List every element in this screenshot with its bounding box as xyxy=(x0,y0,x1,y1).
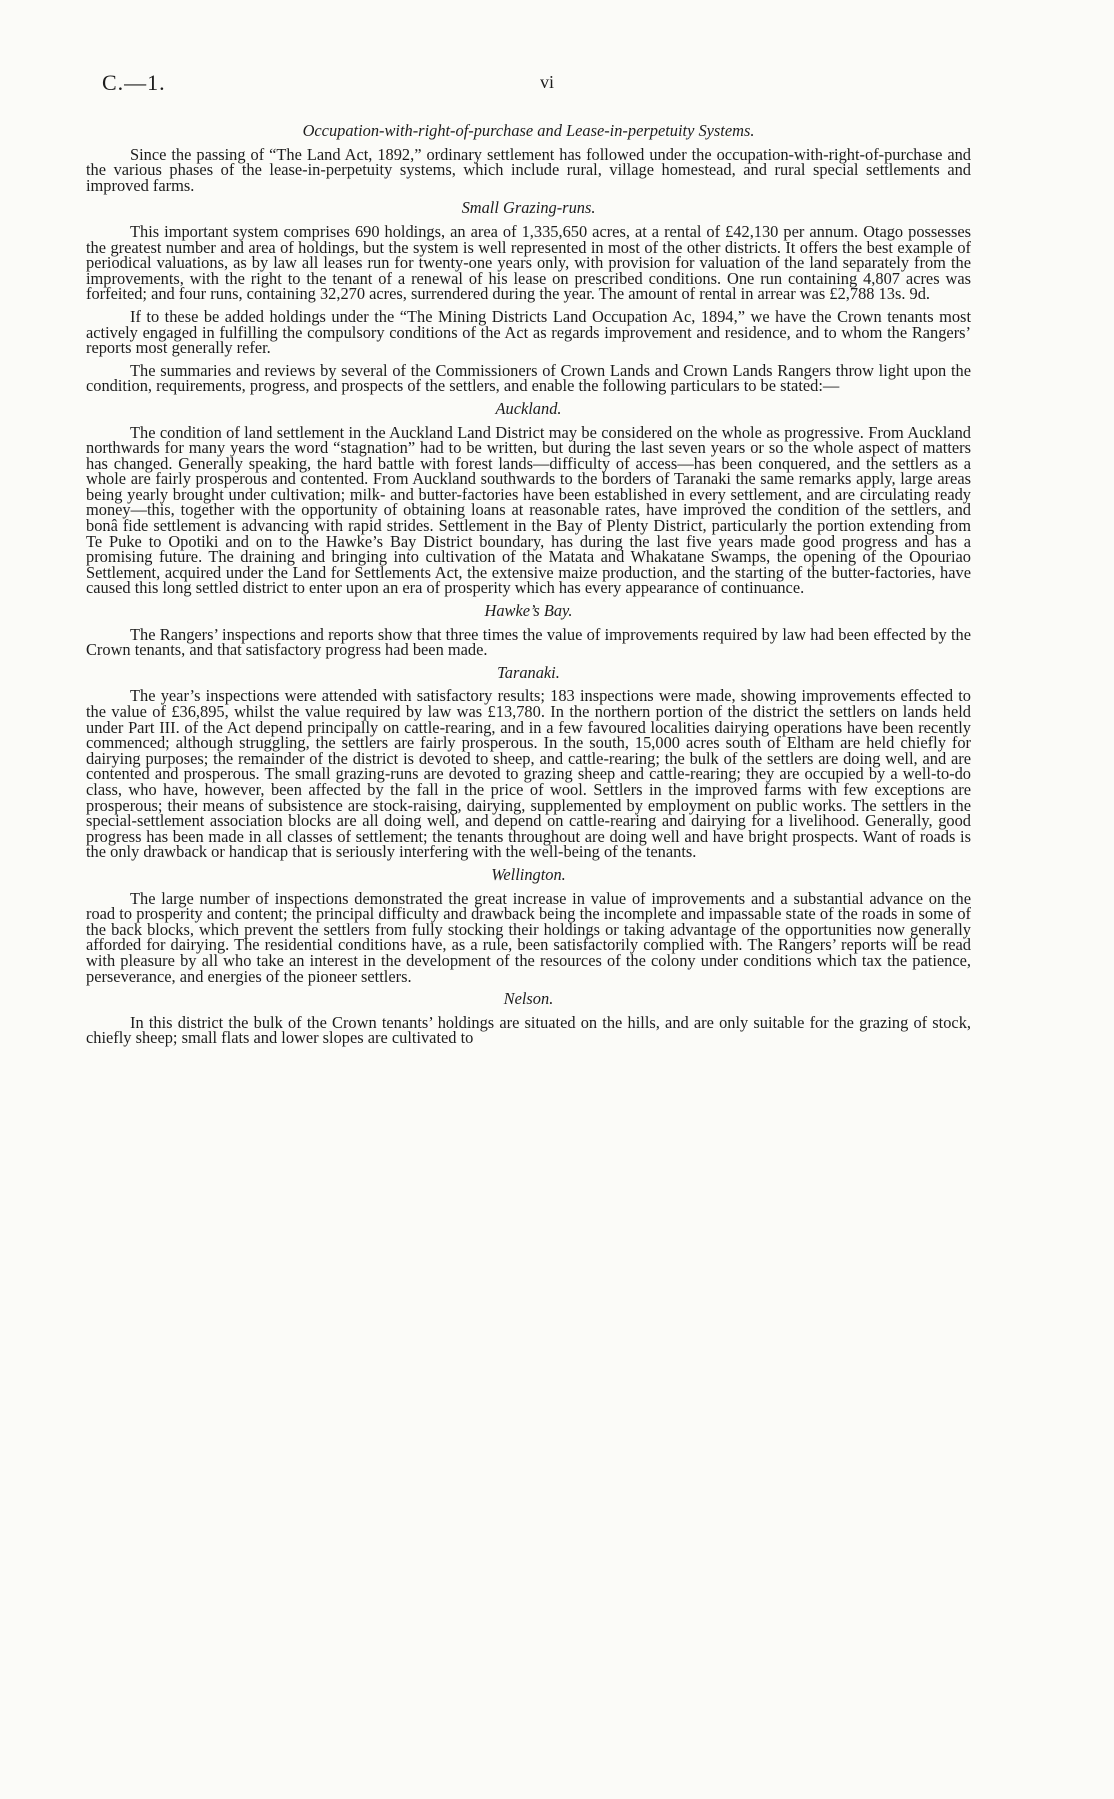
paragraph: If to these be added holdings under the “The Mining Districts Land Occupation Ac, 1894,” we have the Crown tenants most actively engaged in fulfilling the compulsory conditions of the Act as regards improvement and residence, and to whom the Rangers’ reports most generally refer. xyxy=(86,306,971,358)
paragraph: In this district the bulk of the Crown tenants’ holdings are situated on the hills, and are only suitable for the grazing of stock, chiefly sheep; small flats and lower slopes are cultivated to xyxy=(86,1012,971,1048)
paragraph: The year’s inspections were attended with satisfactory results; 183 inspections were made, showing improvements effected to the value of £36,895, whilst the value required by law was £13,780. In the northern portion of the district the settlers on lands held under Part III. of the Act depend principally on cattle-rearing, and in a few favoured localities dairying operations have been recently commenced; although struggling, the settlers are fairly prosperous. In the south, 15,000 acres south of Eltham are held chiefly for dairying purposes; the remainder of the district is devoted to sheep, and cattle-rearing; the bulk of the settlers are doing well, and are contented and prosperous. The small grazing-runs are devoted to grazing sheep and cattle-rearing; they are occupied by a well-to-do class, who have, however, been affected by the fall in the price of wool. Settlers in the improved farms with few exceptions are prosperous; their means of subsistence are stock-raising, dairying, supplemented by employment on public works. The settlers in the special-settlement association blocks are all doing well, and depend on cattle-rearing and dairying for a livelihood. Generally, good progress has been made in all classes of settlement; the tenants throughout are doing well and have bright prospects. Want of roads is the only drawback or handicap that is seriously interfering with the well-being of the tenants. xyxy=(86,686,971,862)
page-number: vi xyxy=(540,72,555,92)
paragraph: The condition of land settlement in the Auckland Land District may be considered on the whole as progressive. From Auckland northwards for many years the word “stagnation” had to be written, but during the last seven years or so the whole aspect of matters has changed. Generally speaking, the hard battle with forest lands—difficulty of access—has been conquered, and the settlers as a whole are fairly prosperous and contented. From Auckland southwards to the borders of Taranaki the same remarks apply, large areas being yearly brought under cultivation; milk- and butter-factories have been established in every settlement, and are circulating ready money—this, together with the opportunity of obtaining loans at reasonable rates, have improved the condition of the settlers, and bonâ fide settlement is advancing with rapid strides. Settlement in the Bay of Plenty District, particularly the portion extending from Te Puke to Opotiki and on to the Hawke’s Bay District boundary, has during the last five years made good progress and has a promising future. The draining and bringing into cultivation of the Matata and Whakatane Swamps, the opening of the Opouriao Settlement, acquired under the Land for Settlements Act, the extensive maize production, and the starting of the butter-factories, have caused this long settled district to enter upon an era of prosperity which has every appearance of continuance. xyxy=(86,422,971,598)
section-heading: Nelson. xyxy=(503,989,554,1009)
paragraph: This important system comprises 690 holdings, an area of 1,335,650 acres, at a rental of £42,130 per annum. Otago possesses the greatest number and area of holdings, but the system is well represented in most of the other districts. It offers the best example of periodical valuations, as by law all leases run for twenty-one years only, with provision for valuation of the land separately from the improvements, with the right to the tenant of a renewal of his lease on prescribed conditions. One run containing 4,807 acres was forfeited; and four runs, containing 32,270 acres, surrendered during the year. The amount of rental in arrear was £2,788 13s. 9d. xyxy=(86,221,971,304)
document-body xyxy=(86,123,971,1053)
section-heading: Auckland. xyxy=(495,398,562,418)
section-heading: Hawke’s Bay. xyxy=(484,601,573,621)
section-heading: Occupation-with-right-of-purchase and Lease-in-perpetuity Systems. xyxy=(302,121,755,140)
document-reference: C.—1. xyxy=(102,70,166,95)
section-heading: Taranaki. xyxy=(497,662,560,682)
paragraph: Since the passing of “The Land Act, 1892,” ordinary settlement has followed under the occupation-with-right-of-purchase and the various phases of the lease-in-perpetuity systems, which include rural, village homestead, and rural special settlements and improved farms. xyxy=(86,144,971,195)
section-heading: Small Grazing-runs. xyxy=(461,198,596,218)
paragraph: The large number of inspections demonstrated the great increase in value of improvements and a substantial advance on the road to prosperity and content; the principal difficulty and drawback being the incomplete and impassable state of the roads in some of the back blocks, which prevent the settlers from fully stocking their holdings or taking advantage of the opportunities now generally afforded for dairying. The residential conditions have, as a rule, been satisfactorily complied with. The Rangers’ reports will be read with pleasure by all who take an interest in the development of the resources of the colony under conditions which tax the patience, perseverance, and energies of the pioneer settlers. xyxy=(86,888,971,986)
paragraph: The Rangers’ inspections and reports show that three times the value of improvements required by law had been effected by the Crown tenants, and that satisfactory progress had been made. xyxy=(86,624,971,660)
section-heading: Wellington. xyxy=(491,864,566,884)
paragraph: The summaries and reviews by several of the Commissioners of Crown Lands and Crown Lands Rangers throw light upon the condition, requirements, progress, and prospects of the settlers, and enable the following particulars to be stated:— xyxy=(86,360,971,396)
